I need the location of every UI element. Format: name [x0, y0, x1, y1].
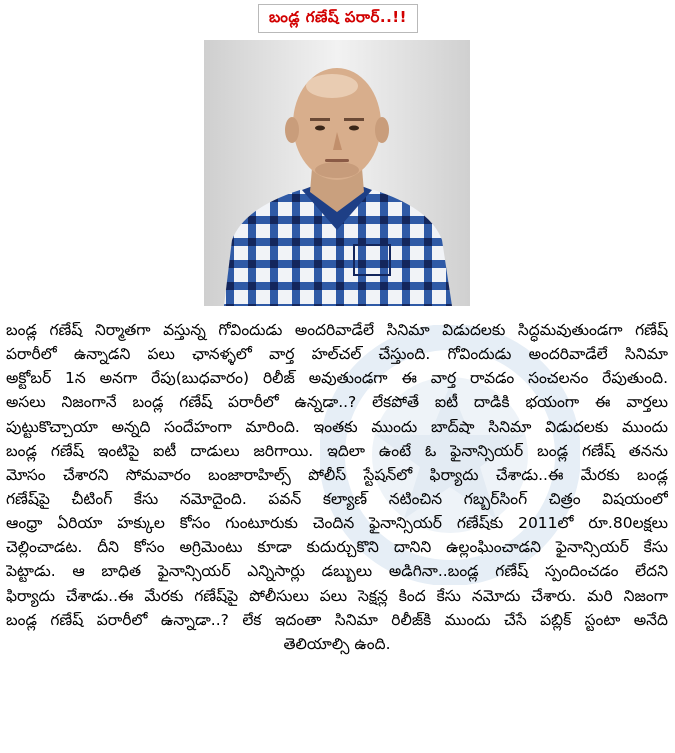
- man-in-checked-shirt-photo-icon: [204, 40, 470, 306]
- article-line: బండ్ల గణేష్ పరారీలో ఉన్నాడా..? లేక ఇదంతా సినిమా రిలీజ్‌కి ముందు చేసే పబ్లిక్ స్టంటా అనేది: [6, 610, 668, 629]
- article-line-last: తెలియాల్సి ఉంది.: [283, 634, 391, 653]
- article-line: గణేష్‌పై చీటింగ్ కేసు నమోదైంది. పవన్ కల్యాణ్ నటించిన గబ్బర్‌సింగ్ చిత్రం విషయంలో: [6, 489, 668, 508]
- article-line: అసలు నిజంగానే బండ్ల గణేష్ పరారీలో ఉన్నడా..? లేకపోతే ఐటీ దాడికి భయంగా ఈ వార్తలు: [6, 393, 668, 412]
- article-line: బండ్ల గణేష్ నిర్మాతగా వస్తున్న గోవిందుడు అందరివాడేలే సినిమా విడుదలకు సిద్ధమవుతుండగా గణేష్: [6, 321, 668, 339]
- article-headline: బండ్ల గణేష్ పరార్..!!: [269, 7, 407, 26]
- article-line: మోసం చేశారని సోమవారం బంజారాహిల్స్ పోలీస్ స్టేషన్‌లో ఫిర్యాదు చేశాడు..ఈ మేరకు బండ్ల: [6, 465, 668, 484]
- article-line: అక్టోబర్ 1న అనగా రేపు(బుధవారం) రిలీజ్ అవుతుండగా ఈ వార్త రావడం సంచలనం రేపుతుంది.: [6, 369, 668, 388]
- article-line: చెల్లించాడట. దీని కోసం అగ్రిమెంటు కూడా కుదుర్చుకొని దానిని ఉల్లంఘించాడని ఫైనాన్సియర్ కేసు: [6, 538, 668, 557]
- article-body: [6, 318, 668, 656]
- article-line: బండ్ల గణేష్ ఇంటిపై ఐటీ దాడులు జరిగాయి. ఇదిలా ఉంటే ఓ ఫైనాన్సియర్ బండ్ల గణేష్ తనను: [6, 441, 668, 460]
- headline-box: [258, 4, 418, 33]
- article-line: ఆంధ్రా ఏరియా హక్కుల కోసం గుంటూరుకు చెందిన ఫైనాన్సియర్ గణేష్‌కు 2011లో రూ.80లక్షలు: [6, 514, 668, 533]
- article-photo: [204, 40, 470, 306]
- article-line: పరారీలో ఉన్నాడని పలు ఛానళ్ళలో వార్త హల్‌చల్ చేస్తుంది. గోవిందుడు అందరివాడేలే సినిమా: [6, 345, 668, 364]
- article-line: పెట్టాడు. ఆ బాధిత ఫైనాన్సియర్ ఎన్నిసార్లు డబ్బులు అడిగినా..బండ్ల గణేష్ స్పందించడం లేదని: [6, 562, 668, 581]
- article-line: పుట్టుకొచ్చాయా అన్నది సందేహంగా మారింది. ఇంతకు ముందు బాద్‌షా సినిమా విడుదలకు ముందు: [6, 417, 668, 436]
- article-line: ఫిర్యాదు చేశాడు..ఈ మేరకు గణేష్‌పై పోలీసులు పలు సెక్షన్ల కింద కేసు నమోదు చేశారు. మరి నిజంగా: [6, 586, 668, 605]
